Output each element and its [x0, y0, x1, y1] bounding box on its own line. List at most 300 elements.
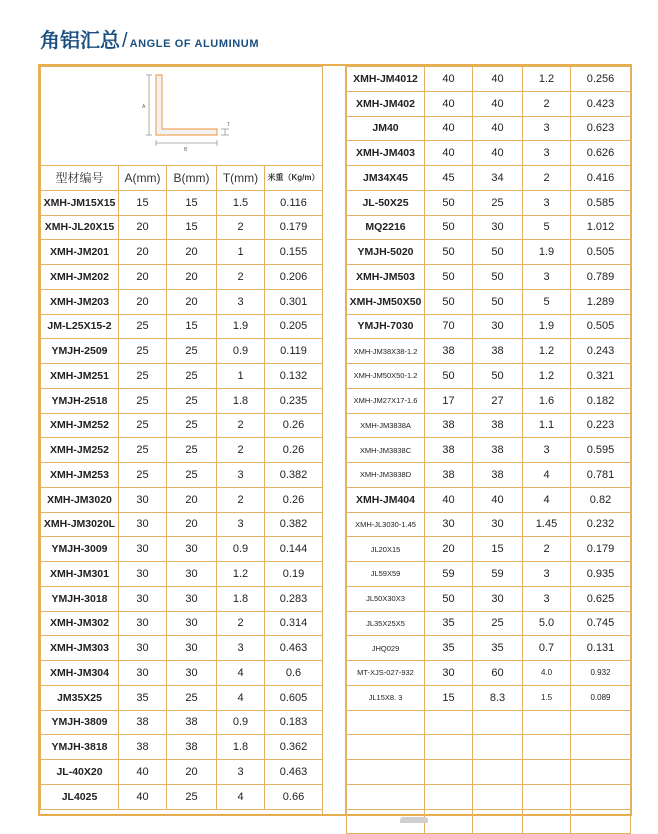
weight-cell: 0.116 — [265, 190, 323, 215]
a-cell: 40 — [425, 91, 473, 116]
a-cell: 40 — [119, 760, 167, 785]
table-row — [41, 661, 323, 686]
a-cell — [425, 735, 473, 760]
weight-cell — [571, 735, 631, 760]
model-cell: YMJH-7030 — [347, 314, 425, 339]
model-cell: JL35X25X5 — [347, 611, 425, 636]
t-cell — [523, 784, 571, 809]
weight-cell — [571, 809, 631, 834]
a-cell: 40 — [425, 116, 473, 141]
model-cell: XMH-JM3838A — [347, 413, 425, 438]
weight-cell: 0.089 — [571, 685, 631, 710]
a-cell: 50 — [425, 364, 473, 389]
model-cell: YMJH-3818 — [41, 735, 119, 760]
b-cell: 30 — [473, 314, 523, 339]
table-row — [347, 413, 631, 438]
model-cell: XMH-JM27X17-1.6 — [347, 388, 425, 413]
label-b: B — [184, 147, 188, 153]
t-cell: 1 — [217, 240, 265, 265]
t-cell — [523, 710, 571, 735]
b-cell: 50 — [473, 265, 523, 290]
a-cell: 50 — [425, 586, 473, 611]
model-cell: MQ2216 — [347, 215, 425, 240]
t-cell: 3 — [217, 512, 265, 537]
a-cell: 38 — [425, 413, 473, 438]
a-cell — [425, 809, 473, 834]
model-cell: XMH-JM404 — [347, 487, 425, 512]
t-cell: 1.8 — [217, 586, 265, 611]
a-cell: 50 — [425, 289, 473, 314]
b-cell: 25 — [167, 463, 217, 488]
weight-cell: 0.26 — [265, 438, 323, 463]
t-cell — [523, 735, 571, 760]
a-cell: 20 — [425, 537, 473, 562]
table-row — [347, 463, 631, 488]
weight-cell: 0.144 — [265, 537, 323, 562]
t-cell: 0.9 — [217, 537, 265, 562]
b-cell: 20 — [167, 289, 217, 314]
a-cell: 38 — [119, 735, 167, 760]
table-row — [41, 586, 323, 611]
model-cell: JM35X25 — [41, 685, 119, 710]
diagram-row — [41, 67, 323, 166]
weight-cell: 0.382 — [265, 463, 323, 488]
model-cell: JHQ029 — [347, 636, 425, 661]
a-cell: 40 — [425, 141, 473, 166]
a-cell: 70 — [425, 314, 473, 339]
table-row — [347, 364, 631, 389]
table-row — [41, 784, 323, 809]
a-cell: 45 — [425, 166, 473, 191]
table-row — [347, 487, 631, 512]
table-row — [347, 760, 631, 785]
a-cell: 25 — [119, 364, 167, 389]
header-b: B(mm) — [167, 166, 217, 191]
a-cell: 25 — [119, 314, 167, 339]
a-cell: 17 — [425, 388, 473, 413]
table-row — [41, 562, 323, 587]
a-cell: 35 — [425, 611, 473, 636]
t-cell: 0.9 — [217, 710, 265, 735]
table-row — [41, 512, 323, 537]
table-row — [347, 289, 631, 314]
table-row — [347, 339, 631, 364]
a-cell: 40 — [425, 67, 473, 92]
a-cell: 15 — [119, 190, 167, 215]
a-cell: 20 — [119, 265, 167, 290]
title-chinese: 角铝汇总 — [40, 28, 120, 52]
t-cell: 1.8 — [217, 735, 265, 760]
weight-cell: 0.585 — [571, 190, 631, 215]
t-cell: 1.9 — [523, 314, 571, 339]
t-cell: 3 — [523, 562, 571, 587]
a-cell — [425, 710, 473, 735]
model-cell: JL59X59 — [347, 562, 425, 587]
weight-cell: 1.289 — [571, 289, 631, 314]
weight-cell: 0.223 — [571, 413, 631, 438]
model-cell: XMH-JM3020 — [41, 487, 119, 512]
weight-cell: 0.26 — [265, 487, 323, 512]
t-cell: 0.9 — [217, 339, 265, 364]
b-cell: 25 — [167, 364, 217, 389]
b-cell: 25 — [167, 339, 217, 364]
left-spec-table — [40, 66, 323, 810]
left-table-body — [41, 190, 323, 809]
table-row — [347, 438, 631, 463]
weight-cell: 1.012 — [571, 215, 631, 240]
table-row — [347, 215, 631, 240]
t-cell: 4 — [217, 685, 265, 710]
weight-cell: 0.625 — [571, 586, 631, 611]
b-cell: 40 — [473, 116, 523, 141]
weight-cell — [571, 784, 631, 809]
table-row — [41, 265, 323, 290]
b-cell: 30 — [473, 512, 523, 537]
a-cell: 38 — [425, 438, 473, 463]
a-cell: 25 — [119, 463, 167, 488]
right-spec-table — [346, 66, 631, 834]
b-cell: 30 — [167, 586, 217, 611]
table-row — [41, 685, 323, 710]
weight-cell: 0.6 — [265, 661, 323, 686]
table-row — [41, 735, 323, 760]
table-row — [347, 735, 631, 760]
b-cell: 25 — [167, 413, 217, 438]
b-cell: 50 — [473, 364, 523, 389]
label-t: T — [227, 122, 231, 128]
model-cell: XMH-JM302 — [41, 611, 119, 636]
table-row — [347, 710, 631, 735]
t-cell: 2 — [523, 537, 571, 562]
table-row — [347, 190, 631, 215]
table-row — [347, 240, 631, 265]
t-cell: 3 — [217, 636, 265, 661]
table-row — [347, 388, 631, 413]
table-row — [41, 463, 323, 488]
model-cell: XMH-JM251 — [41, 364, 119, 389]
b-cell: 50 — [473, 289, 523, 314]
right-table-body — [347, 67, 631, 834]
weight-cell: 0.505 — [571, 314, 631, 339]
a-cell: 15 — [425, 685, 473, 710]
title-english: ANGLE OF ALUMINUM — [129, 38, 260, 50]
b-cell: 38 — [473, 438, 523, 463]
t-cell: 2 — [523, 91, 571, 116]
header-t: T(mm) — [217, 166, 265, 191]
table-row — [347, 809, 631, 834]
a-cell: 50 — [425, 215, 473, 240]
t-cell: 1.2 — [523, 339, 571, 364]
t-cell: 1.9 — [523, 240, 571, 265]
t-cell: 1 — [217, 364, 265, 389]
weight-cell: 0.243 — [571, 339, 631, 364]
b-cell: 38 — [167, 735, 217, 760]
weight-cell — [571, 760, 631, 785]
b-cell — [473, 710, 523, 735]
weight-cell: 0.26 — [265, 413, 323, 438]
table-row — [41, 240, 323, 265]
weight-cell: 0.179 — [265, 215, 323, 240]
b-cell: 38 — [473, 463, 523, 488]
a-cell: 30 — [425, 512, 473, 537]
weight-cell: 0.789 — [571, 265, 631, 290]
header-model: 型材编号 — [41, 166, 119, 191]
table-row — [347, 141, 631, 166]
model-cell: XMH-JM3020L — [41, 512, 119, 537]
t-cell: 1.2 — [523, 364, 571, 389]
t-cell: 3 — [217, 463, 265, 488]
model-cell: JL50X30X3 — [347, 586, 425, 611]
model-cell: XMH-JM301 — [41, 562, 119, 587]
a-cell: 30 — [119, 537, 167, 562]
model-cell — [347, 710, 425, 735]
a-cell: 30 — [119, 487, 167, 512]
table-row — [41, 487, 323, 512]
a-cell: 40 — [119, 784, 167, 809]
weight-cell: 0.362 — [265, 735, 323, 760]
t-cell — [523, 809, 571, 834]
model-cell: XMH-JM403 — [347, 141, 425, 166]
table-row — [41, 636, 323, 661]
page-title — [40, 24, 259, 54]
b-cell: 20 — [167, 760, 217, 785]
t-cell: 3 — [523, 438, 571, 463]
b-cell: 15 — [167, 190, 217, 215]
t-cell: 3 — [523, 190, 571, 215]
t-cell: 4 — [217, 784, 265, 809]
weight-cell: 0.505 — [571, 240, 631, 265]
b-cell: 38 — [473, 413, 523, 438]
weight-cell: 0.132 — [265, 364, 323, 389]
b-cell: 20 — [167, 512, 217, 537]
b-cell — [473, 760, 523, 785]
table-row — [347, 166, 631, 191]
a-cell: 25 — [119, 438, 167, 463]
t-cell: 4 — [523, 487, 571, 512]
a-cell: 30 — [119, 562, 167, 587]
label-a: A — [142, 104, 146, 110]
t-cell: 5.0 — [523, 611, 571, 636]
model-cell: XMH-JM3838C — [347, 438, 425, 463]
weight-cell: 0.206 — [265, 265, 323, 290]
header-weight: 米重（Kg/m） — [265, 166, 323, 191]
b-cell: 15 — [167, 314, 217, 339]
table-row — [41, 760, 323, 785]
b-cell: 38 — [167, 710, 217, 735]
table-row — [41, 364, 323, 389]
t-cell: 2 — [217, 611, 265, 636]
b-cell: 25 — [167, 438, 217, 463]
a-cell: 59 — [425, 562, 473, 587]
a-cell: 25 — [119, 388, 167, 413]
model-cell: XMH-JM252 — [41, 438, 119, 463]
a-cell: 50 — [425, 240, 473, 265]
header-a: A(mm) — [119, 166, 167, 191]
model-cell: JM34X45 — [347, 166, 425, 191]
t-cell: 0.7 — [523, 636, 571, 661]
a-cell: 20 — [119, 215, 167, 240]
t-cell: 2 — [523, 166, 571, 191]
t-cell: 5 — [523, 215, 571, 240]
weight-cell: 0.232 — [571, 512, 631, 537]
b-cell: 30 — [473, 586, 523, 611]
a-cell: 50 — [425, 190, 473, 215]
weight-cell: 0.235 — [265, 388, 323, 413]
model-cell: XMH-JM503 — [347, 265, 425, 290]
table-row — [347, 265, 631, 290]
weight-cell: 0.321 — [571, 364, 631, 389]
model-cell: XMH-JM304 — [41, 661, 119, 686]
model-cell: XMH-JM50X50-1.2 — [347, 364, 425, 389]
table-row — [347, 537, 631, 562]
model-cell: XMH-JM203 — [41, 289, 119, 314]
weight-cell: 0.183 — [265, 710, 323, 735]
b-cell — [473, 735, 523, 760]
angle-diagram-cell — [41, 67, 323, 166]
weight-cell: 0.463 — [265, 636, 323, 661]
t-cell: 1.45 — [523, 512, 571, 537]
b-cell: 40 — [473, 141, 523, 166]
model-cell — [347, 760, 425, 785]
t-cell: 3 — [217, 289, 265, 314]
weight-cell: 0.66 — [265, 784, 323, 809]
a-cell: 38 — [119, 710, 167, 735]
model-cell: XMH-JM252 — [41, 413, 119, 438]
t-cell: 1.1 — [523, 413, 571, 438]
table-row — [347, 586, 631, 611]
weight-cell: 0.256 — [571, 67, 631, 92]
a-cell: 30 — [119, 611, 167, 636]
t-cell: 1.2 — [523, 67, 571, 92]
a-cell: 30 — [119, 586, 167, 611]
model-cell: XMH-JM38X38-1.2 — [347, 339, 425, 364]
a-cell: 38 — [425, 339, 473, 364]
weight-cell: 0.595 — [571, 438, 631, 463]
t-cell: 3 — [523, 116, 571, 141]
weight-cell: 0.119 — [265, 339, 323, 364]
weight-cell: 0.314 — [265, 611, 323, 636]
t-cell: 3 — [523, 265, 571, 290]
b-cell: 27 — [473, 388, 523, 413]
weight-cell: 0.301 — [265, 289, 323, 314]
model-cell: JM-L25X15-2 — [41, 314, 119, 339]
model-cell: YMJH-3018 — [41, 586, 119, 611]
t-cell: 3 — [523, 141, 571, 166]
b-cell: 15 — [473, 537, 523, 562]
weight-cell: 0.423 — [571, 91, 631, 116]
model-cell: JL15X8. 3 — [347, 685, 425, 710]
model-cell: YMJH-2518 — [41, 388, 119, 413]
b-cell: 20 — [167, 240, 217, 265]
page-tab — [400, 817, 428, 823]
table-row — [41, 314, 323, 339]
weight-cell: 0.416 — [571, 166, 631, 191]
a-cell: 25 — [119, 339, 167, 364]
t-cell: 1.9 — [217, 314, 265, 339]
t-cell: 1.5 — [217, 190, 265, 215]
model-cell: XMH-JM3838D — [347, 463, 425, 488]
table-row — [347, 67, 631, 92]
t-cell: 2 — [217, 413, 265, 438]
t-cell: 2 — [217, 265, 265, 290]
b-cell: 30 — [167, 636, 217, 661]
b-cell: 40 — [473, 67, 523, 92]
table-row — [41, 537, 323, 562]
model-cell: XMH-JM50X50 — [347, 289, 425, 314]
a-cell — [425, 784, 473, 809]
table-row — [347, 314, 631, 339]
b-cell: 35 — [473, 636, 523, 661]
weight-cell: 0.626 — [571, 141, 631, 166]
t-cell: 4 — [217, 661, 265, 686]
title-slash: / — [122, 30, 128, 52]
b-cell: 8.3 — [473, 685, 523, 710]
model-cell: XMH-JM303 — [41, 636, 119, 661]
table-row — [41, 289, 323, 314]
b-cell: 25 — [167, 388, 217, 413]
weight-cell — [571, 710, 631, 735]
b-cell — [473, 809, 523, 834]
a-cell: 30 — [119, 512, 167, 537]
b-cell: 30 — [167, 537, 217, 562]
b-cell: 20 — [167, 265, 217, 290]
weight-cell: 0.131 — [571, 636, 631, 661]
b-cell: 40 — [473, 487, 523, 512]
t-cell: 1.8 — [217, 388, 265, 413]
model-cell: JM40 — [347, 116, 425, 141]
b-cell: 59 — [473, 562, 523, 587]
weight-cell: 0.623 — [571, 116, 631, 141]
table-row — [41, 611, 323, 636]
model-cell: JL-50X25 — [347, 190, 425, 215]
t-cell: 1.6 — [523, 388, 571, 413]
weight-cell: 0.155 — [265, 240, 323, 265]
b-cell: 30 — [167, 611, 217, 636]
weight-cell: 0.179 — [571, 537, 631, 562]
b-cell: 30 — [167, 562, 217, 587]
a-cell: 20 — [119, 240, 167, 265]
table-row — [347, 636, 631, 661]
t-cell: 3 — [217, 760, 265, 785]
table-divider — [322, 66, 346, 814]
weight-cell: 0.935 — [571, 562, 631, 587]
model-cell: YMJH-3809 — [41, 710, 119, 735]
t-cell: 5 — [523, 289, 571, 314]
table-row — [41, 215, 323, 240]
a-cell: 40 — [425, 487, 473, 512]
model-cell: YMJH-5020 — [347, 240, 425, 265]
model-cell: XMH-JL20X15 — [41, 215, 119, 240]
b-cell — [473, 784, 523, 809]
a-cell: 35 — [425, 636, 473, 661]
weight-cell: 0.82 — [571, 487, 631, 512]
model-cell: XMH-JM4012 — [347, 67, 425, 92]
t-cell: 4.0 — [523, 661, 571, 686]
model-cell: YMJH-2509 — [41, 339, 119, 364]
b-cell: 25 — [167, 784, 217, 809]
model-cell: MT-XJS-027-932 — [347, 661, 425, 686]
model-cell: XMH-JM15X15 — [41, 190, 119, 215]
model-cell: JL-40X20 — [41, 760, 119, 785]
model-cell: JL4025 — [41, 784, 119, 809]
model-cell: XMH-JL3030-1.45 — [347, 512, 425, 537]
b-cell: 20 — [167, 487, 217, 512]
b-cell: 38 — [473, 339, 523, 364]
weight-cell: 0.463 — [265, 760, 323, 785]
model-cell: XMH-JM202 — [41, 265, 119, 290]
table-row — [41, 413, 323, 438]
t-cell: 1.2 — [217, 562, 265, 587]
